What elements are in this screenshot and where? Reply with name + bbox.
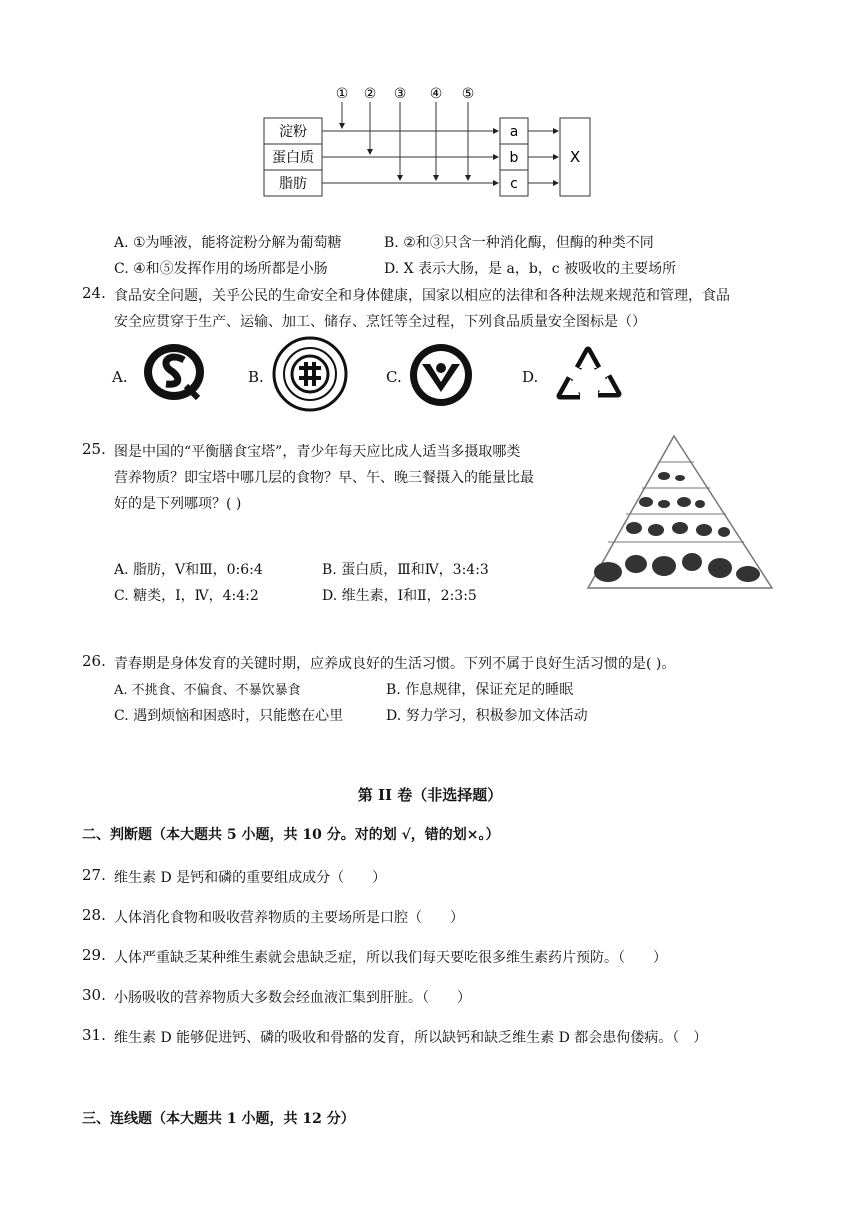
q25-line3: 好的是下列哪项？( ): [114, 496, 242, 512]
q24-label-c[interactable]: C.: [386, 368, 402, 386]
digestion-diagram: [262, 80, 598, 200]
q25-line2: 营养物质？即宝塔中哪几层的食物？早、午、晚三餐摄入的能量比最: [114, 470, 534, 486]
q25-number: 25.: [82, 440, 106, 458]
q26-number: 26.: [82, 652, 106, 670]
q25-option-b[interactable]: B. 蛋白质，Ⅲ和Ⅳ，3:4:3: [322, 562, 489, 578]
q24-label-d[interactable]: D.: [522, 368, 539, 386]
q31-text[interactable]: 维生素 D 能够促进钙、磷的吸收和骨骼的发育，所以缺钙和缺乏维生素 D 都会患佝偻病。（ ）: [114, 1030, 708, 1046]
judge-header: 二、判断题（本大题共 5 小题，共 10 分。对的划 √，错的划×。）: [82, 827, 500, 843]
q24-line2: 安全应贯穿于生产、运输、加工、储存、烹饪等全过程，下列食品质量安全图标是（）: [114, 314, 646, 330]
q31-number: 31.: [82, 1026, 106, 1044]
qs-logo-icon: [140, 340, 208, 404]
row-label-fat: 脂肪: [279, 176, 307, 192]
q27-number: 27.: [82, 866, 106, 884]
row-label-protein: 蛋白质: [272, 150, 314, 166]
q28-number: 28.: [82, 906, 106, 924]
q24-number: 24.: [82, 284, 106, 302]
q27-text[interactable]: 维生素 D 是钙和磷的重要组成成分（ ）: [114, 870, 387, 886]
q26-option-b[interactable]: B. 作息规律，保证充足的睡眠: [386, 682, 574, 698]
marker-1: ①: [335, 86, 349, 102]
row-label-starch: 淀粉: [279, 124, 307, 140]
q26-option-a[interactable]: A. 不挑食、不偏食、不暴饮暴食: [114, 683, 301, 698]
product-b: b: [509, 150, 519, 166]
q26-option-d[interactable]: D. 努力学习，积极参加文体活动: [386, 708, 588, 724]
q25-option-c[interactable]: C. 糖类，Ⅰ，Ⅳ，4:4:2: [114, 588, 259, 604]
q29-number: 29.: [82, 946, 106, 964]
result-x: X: [569, 148, 581, 166]
q24-label-a[interactable]: A.: [112, 368, 128, 386]
food-pyramid-image: [584, 432, 776, 592]
marker-5: ⑤: [461, 86, 475, 102]
q25-option-a[interactable]: A. 脂肪，Ⅴ和Ⅲ，0:6:4: [114, 562, 263, 578]
q24-line1: 食品安全问题，关乎公民的生命安全和身体健康，国家以相应的法律和各种法规来规范和管理，食品: [114, 288, 730, 304]
q28-text[interactable]: 人体消化食物和吸收营养物质的主要场所是口腔（ ）: [114, 910, 464, 926]
q23-option-c[interactable]: C. ④和⑤发挥作用的场所都是小肠: [114, 261, 328, 277]
marker-3: ③: [393, 86, 407, 102]
product-c: c: [510, 176, 518, 192]
recycle-icon: [552, 338, 628, 412]
q23-option-d[interactable]: D. X 表示大肠，是 a，b，c 被吸收的主要场所: [384, 261, 677, 277]
q23-option-a[interactable]: A. ①为唾液，能将淀粉分解为葡萄糖: [114, 235, 342, 251]
product-a: a: [509, 124, 519, 140]
q26-option-c[interactable]: C. 遇到烦恼和困惑时，只能憋在心里: [114, 708, 344, 724]
q25-option-d[interactable]: D. 维生素，Ⅰ和Ⅱ，2:3:5: [322, 588, 477, 604]
q23-option-b[interactable]: B. ②和③只含一种消化酶，但酶的种类不同: [384, 235, 654, 251]
digestion-diagram-svg: [262, 80, 598, 200]
q30-number: 30.: [82, 986, 106, 1004]
q30-text[interactable]: 小肠吸收的营养物质大多数会经血液汇集到肝脏。（ ）: [114, 990, 471, 1006]
marker-2: ②: [363, 86, 377, 102]
q26-stem: 青春期是身体发育的关键时期，应养成良好的生活习惯。下列不属于良好生活习惯的是( )。: [114, 656, 676, 672]
q29-text[interactable]: 人体严重缺乏某种维生素就会患缺乏症，所以我们每天要吃很多维生素药片预防。（ ）: [114, 950, 667, 966]
q25-line1: 图是中国的“平衡膳食宝塔”，青少年每天应比成人适当多摄取哪类: [114, 444, 521, 460]
match-header: 三、连线题（本大题共 1 小题，共 12 分）: [82, 1111, 355, 1127]
section-title: 第 II 卷（非选择题）: [357, 786, 503, 804]
pollution-free-logo-icon: [408, 342, 474, 408]
marker-4: ④: [429, 86, 443, 102]
q24-label-b[interactable]: B.: [248, 368, 264, 386]
green-food-seal-icon: [272, 336, 348, 412]
